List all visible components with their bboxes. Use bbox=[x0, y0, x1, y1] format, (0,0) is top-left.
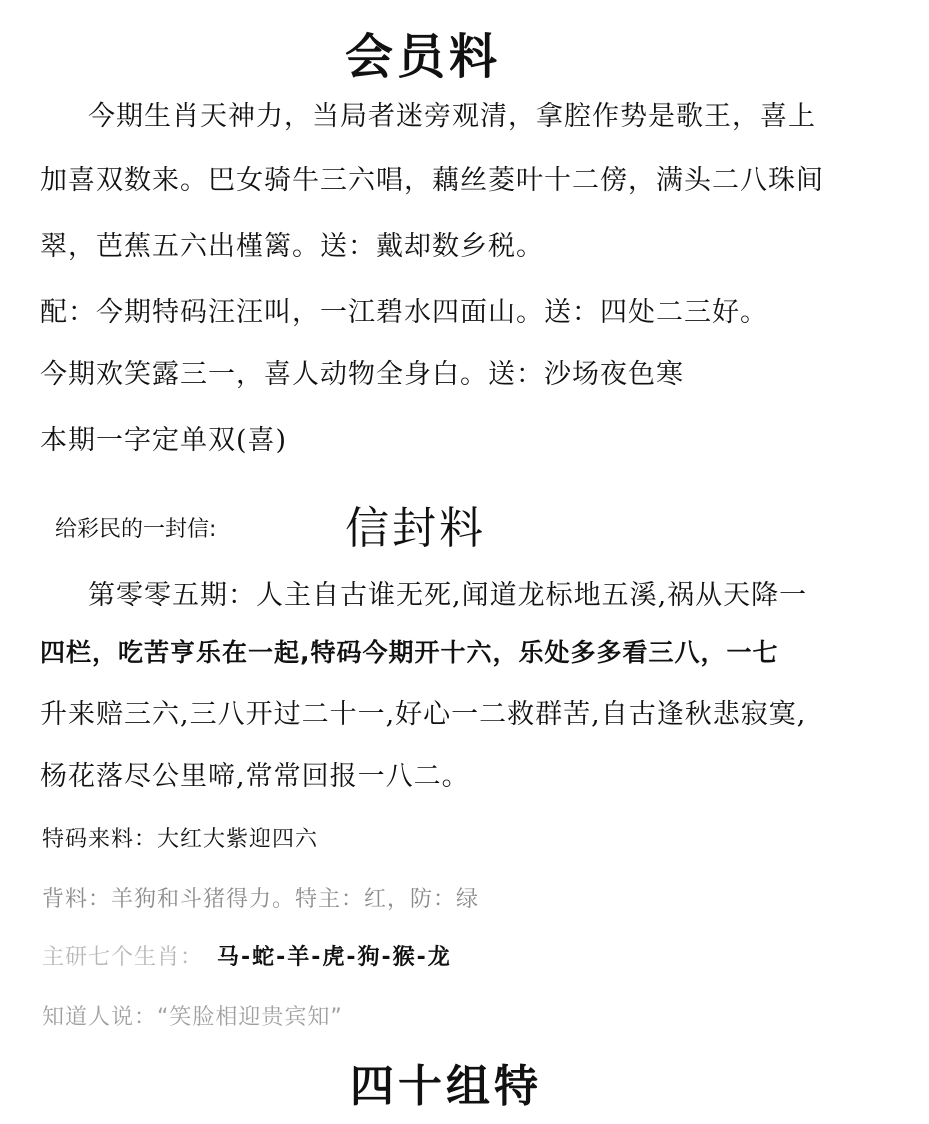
footer-title: 四十组特 bbox=[350, 1061, 542, 1112]
member-line-4: 配：今期特码汪汪叫，一江碧水四面山。送：四处二三好。 bbox=[40, 297, 768, 328]
letter-line-1: 第零零五期：人主自古谁无死,闻道龙标地五溪,祸从天降一 bbox=[88, 580, 808, 611]
seven-zodiac-label: 主研七个生肖： bbox=[42, 945, 204, 970]
special-source-line: 特码来料：大红大紫迎四六 bbox=[42, 827, 319, 852]
member-line-5: 今期欢笑露三一，喜人动物全身白。送：沙场夜色寒 bbox=[40, 359, 684, 390]
faded-line: 背料：羊狗和斗猪得力。特主：红，防：绿 bbox=[42, 887, 480, 912]
letter-line-3: 升来赔三六,三八开过二十一,好心一二救群苦,自古逢秋悲寂寞, bbox=[40, 699, 807, 730]
quote-line: 知道人说：“笑脸相迎贵宾知” bbox=[42, 1005, 343, 1030]
letter-title: 信封料 bbox=[345, 503, 486, 554]
member-line-1: 今期生肖天神力，当局者迷旁观清，拿腔作势是歌王，喜上 bbox=[88, 101, 816, 132]
letter-line-2: 四栏，吃苦亨乐在一起,特码今期开十六，乐处多多看三八，一七 bbox=[40, 638, 779, 667]
member-line-3: 翠，芭蕉五六出槿篱。送：戴却数乡税。 bbox=[40, 231, 544, 262]
letter-label: 给彩民的一封信: bbox=[55, 517, 217, 542]
member-line-2: 加喜双数来。巴女骑牛三六唱，藕丝菱叶十二傍，满头二八珠间 bbox=[40, 165, 824, 196]
seven-zodiac-value: 马-蛇-羊-虎-狗-猴-龙 bbox=[217, 945, 452, 970]
letter-heading-row bbox=[55, 492, 655, 552]
member-line-6: 本期一字定单双(喜) bbox=[40, 425, 288, 456]
member-title: 会员料 bbox=[345, 29, 502, 85]
seven-zodiac-line bbox=[42, 940, 452, 971]
letter-line-4: 杨花落尽公里啼,常常回报一八二。 bbox=[40, 761, 470, 792]
